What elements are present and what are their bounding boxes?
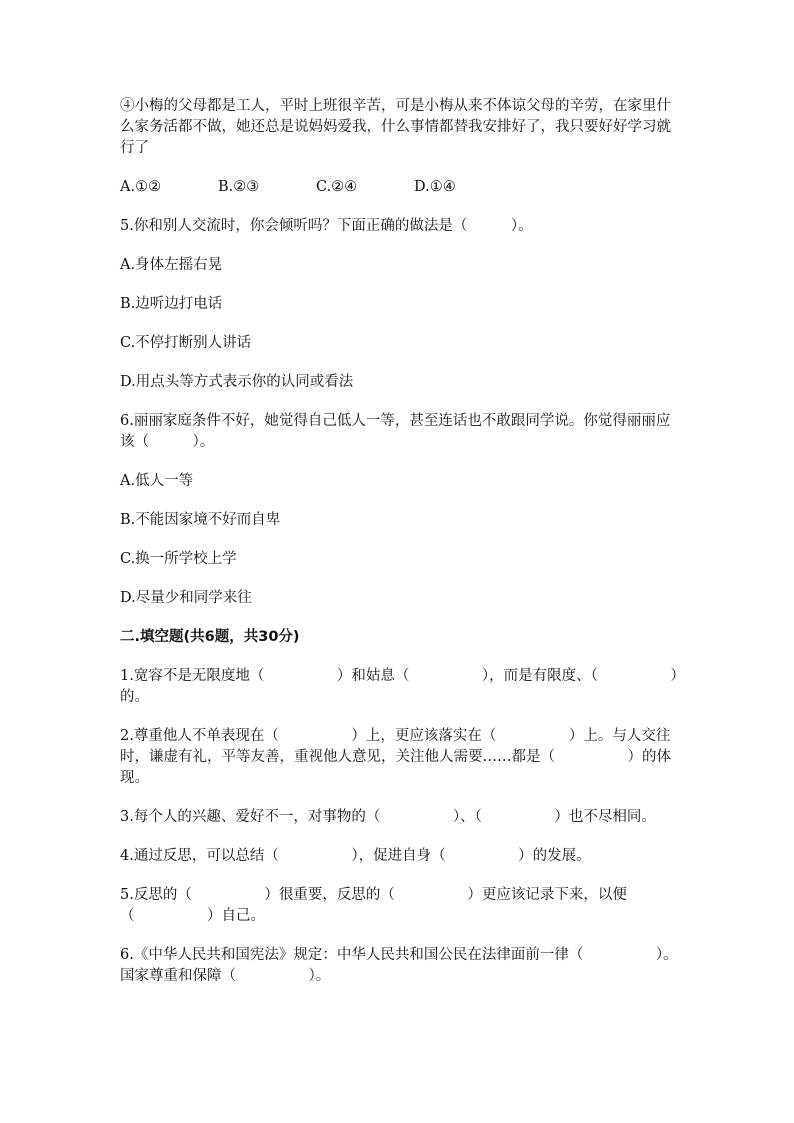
fill-question-2 xyxy=(120,726,680,789)
q5-option-b-row xyxy=(120,294,680,315)
q5-option-a: A.身体左摇右晃 xyxy=(120,257,223,273)
q4-option-text: ④小梅的父母都是工人，平时上班很辛苦，可是小梅从来不体谅父母的辛劳，在家里什么家务活都不做，她还总是说妈妈爱我，什么事情都替我安排好了，我只要好好学习就行了 xyxy=(120,98,671,156)
q6-option-b-row xyxy=(120,510,680,531)
fill-q4-text: 4.通过反思，可以总结（ ），促进自身（ ）的发展。 xyxy=(120,848,591,864)
q5-option-b: B.边听边打电话 xyxy=(120,296,223,312)
q6-option-d: D.尽量少和同学来往 xyxy=(120,590,252,606)
fill-question-6 xyxy=(120,945,680,987)
q4-continuation xyxy=(120,96,680,159)
q5-option-c: C.不停打断别人讲话 xyxy=(120,335,252,351)
q5-option-c-row xyxy=(120,333,680,354)
q6-option-b: B.不能因家境不好而自卑 xyxy=(120,512,281,528)
fill-q3-text: 3.每个人的兴趣、爱好不一，对事物的（ ）、（ ）也不尽相同。 xyxy=(120,809,656,825)
fill-q1-text: 1.宽容不是无限度地（ ）和姑息（ ），而是有限度、（ ）的。 xyxy=(120,668,678,705)
q6-option-a-row xyxy=(120,471,680,492)
fill-q2-text: 2.尊重他人不单表现在（ ）上，更应该落实在（ ）上。与人交往时，谦虚有礼，平等友善，重视他人意见，关注他人需要……都是（ ）的体现。 xyxy=(120,728,671,786)
question-6 xyxy=(120,411,680,453)
fill-q5-text: 5.反思的（ ）很重要，反思的（ ）更应该记录下来，以便（ ）自己。 xyxy=(120,887,627,924)
q6-stem: 6.丽丽家庭条件不好，她觉得自己低人一等，甚至连话也不敢跟同学说。你觉得丽丽应该（ ）。 xyxy=(120,413,671,450)
section-2-header xyxy=(120,627,680,648)
q4-option-b: B.②③ xyxy=(218,179,260,195)
q5-option-d-row xyxy=(120,372,680,393)
q4-options xyxy=(120,177,680,198)
document-page xyxy=(120,96,680,1005)
q6-option-c: C.换一所学校上学 xyxy=(120,551,237,567)
fill-question-1 xyxy=(120,666,680,708)
fill-question-5 xyxy=(120,885,680,927)
q4-option-d: D.①④ xyxy=(414,179,456,195)
q5-option-d: D.用点头等方式表示你的认同或看法 xyxy=(120,374,354,390)
fill-question-3 xyxy=(120,807,680,828)
section-2-title: 二.填空题(共6题，共30分) xyxy=(120,629,300,645)
fill-question-4 xyxy=(120,846,680,867)
q6-option-a: A.低人一等 xyxy=(120,473,194,489)
q6-option-c-row xyxy=(120,549,680,570)
q6-option-d-row xyxy=(120,588,680,609)
fill-q6-text: 6.《中华人民共和国宪法》规定：中华人民共和国公民在法律面前一律（ ）。国家尊重和保障（ ）。 xyxy=(120,947,678,984)
q5-stem: 5.你和别人交流时，你会倾听吗？下面正确的做法是（ ）。 xyxy=(120,218,533,234)
q4-option-c: C.②④ xyxy=(316,179,358,195)
q5-option-a-row xyxy=(120,255,680,276)
question-5 xyxy=(120,216,680,237)
q4-option-a: A.①② xyxy=(120,179,162,195)
